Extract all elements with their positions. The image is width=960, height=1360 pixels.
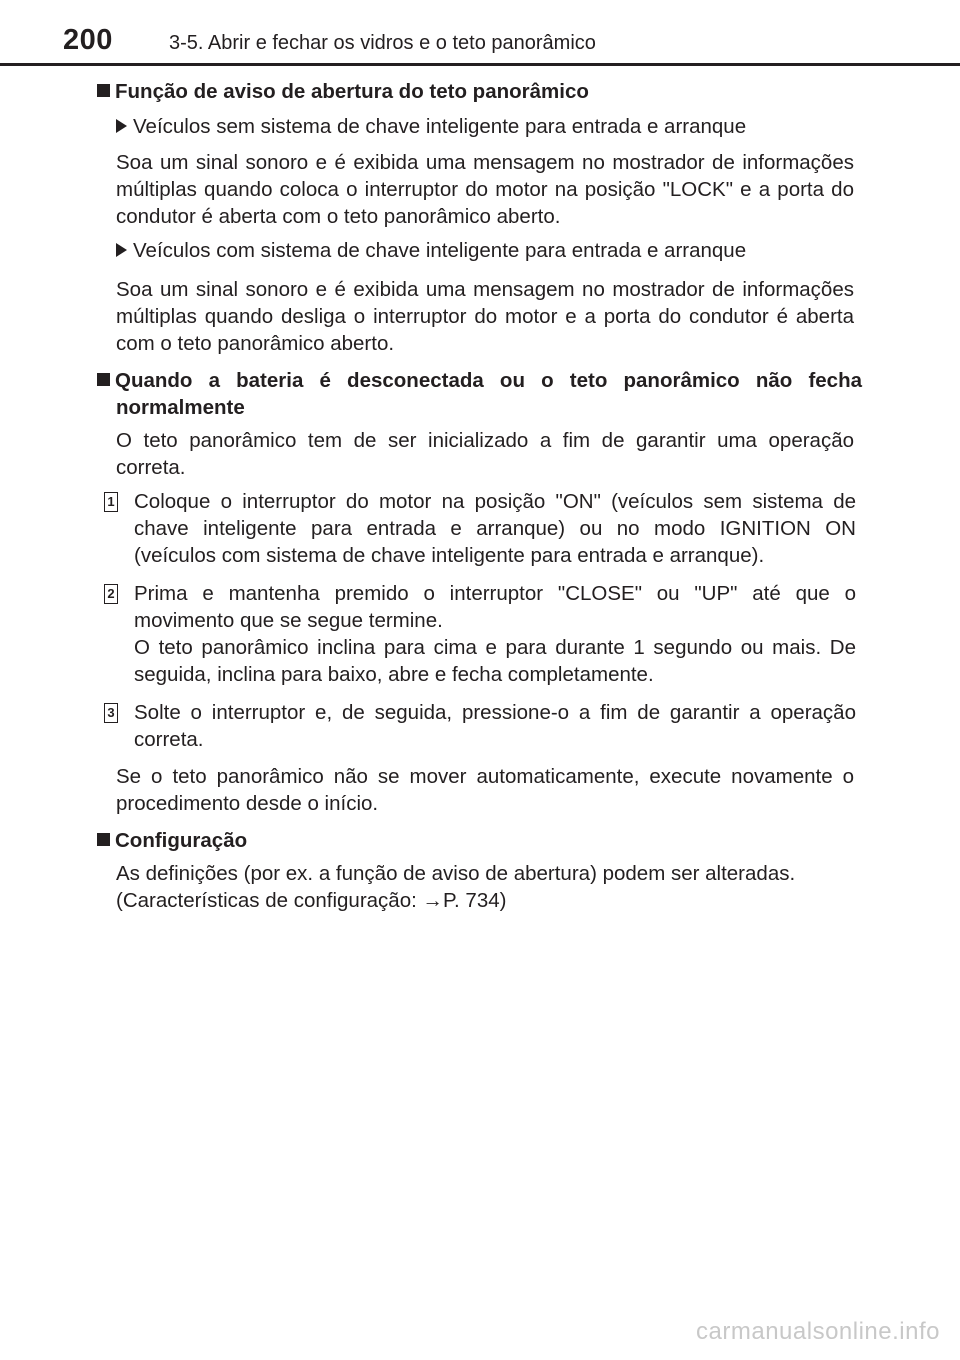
watermark: carmanualsonline.info <box>696 1318 940 1345</box>
heading-text: Função de aviso de abertura do teto panorâmico <box>115 80 589 103</box>
paragraph-initialization: O teto panorâmico tem de ser inicializado a fim de garantir uma operação correta. <box>116 429 854 479</box>
square-bullet-icon <box>97 833 110 846</box>
subheading-text: Veículos com sistema de chave inteligente para entrada e arranque <box>133 239 747 262</box>
heading-text: Configuração <box>115 829 248 852</box>
subheading-without-smart-key <box>116 113 856 140</box>
configuration-reference[interactable]: (Características de configuração: →P. 734) <box>116 889 507 912</box>
subheading-text: Veículos sem sistema de chave inteligente para entrada e arranque <box>133 115 747 138</box>
paragraph-without-smart-key: Soa um sinal sonoro e é exibida uma mensagem no mostrador de informações múltiplas quando coloca o interruptor do motor na posição "LOCK" e a porta do condutor é aberta com o teto panorâmico aberto. <box>116 151 854 228</box>
configuration-text: As definições (por ex. a função de aviso de abertura) podem ser alteradas. <box>116 862 796 885</box>
header-rule <box>0 63 960 66</box>
page-header <box>0 0 960 66</box>
heading-battery-disconnected <box>97 367 862 421</box>
triangle-bullet-icon <box>116 243 127 257</box>
paragraph-repeat-procedure: Se o teto panorâmico não se mover automaticamente, execute novamente o procedimento desde o início. <box>116 765 854 815</box>
heading-warning-function <box>97 78 862 105</box>
heading-configuration <box>97 827 862 854</box>
step-text <box>134 580 856 688</box>
square-bullet-icon <box>97 84 110 97</box>
paragraph-with-smart-key: Soa um sinal sonoro e é exibida uma mensagem no mostrador de informações múltiplas quando desliga o interruptor do motor e a porta do condutor é aberta com o teto panorâmico aberto. <box>116 278 854 355</box>
step-instruction: Prima e mantenha premido o interruptor "CLOSE" ou "UP" até que o movimento que se segue termine. <box>134 582 856 632</box>
paragraph-configuration <box>116 860 854 914</box>
step-number-badge: 2 <box>104 584 118 604</box>
page-number: 200 <box>63 24 113 56</box>
step-text: Solte o interruptor e, de seguida, pressione-o a fim de garantir a operação correta. <box>134 701 856 751</box>
step-note: O teto panorâmico inclina para cima e para durante 1 segundo ou mais. De seguida, inclina para baixo, abre e fecha completamente. <box>134 636 856 686</box>
section-title: 3-5. Abrir e fechar os vidros e o teto panorâmico <box>169 32 596 54</box>
subheading-with-smart-key <box>116 237 856 264</box>
step-number-badge: 1 <box>104 492 118 512</box>
square-bullet-icon <box>97 373 110 386</box>
heading-text: Quando a bateria é desconectada ou o teto panorâmico não fecha normalmente <box>115 369 862 419</box>
triangle-bullet-icon <box>116 119 127 133</box>
step-text: Coloque o interruptor do motor na posição "ON" (veículos sem sistema de chave inteligente para entrada e arranque) ou no modo IGNITION ON (veículos com sistema de chave inteligente para entrada e arranque). <box>134 490 856 567</box>
step-number-badge: 3 <box>104 703 118 723</box>
